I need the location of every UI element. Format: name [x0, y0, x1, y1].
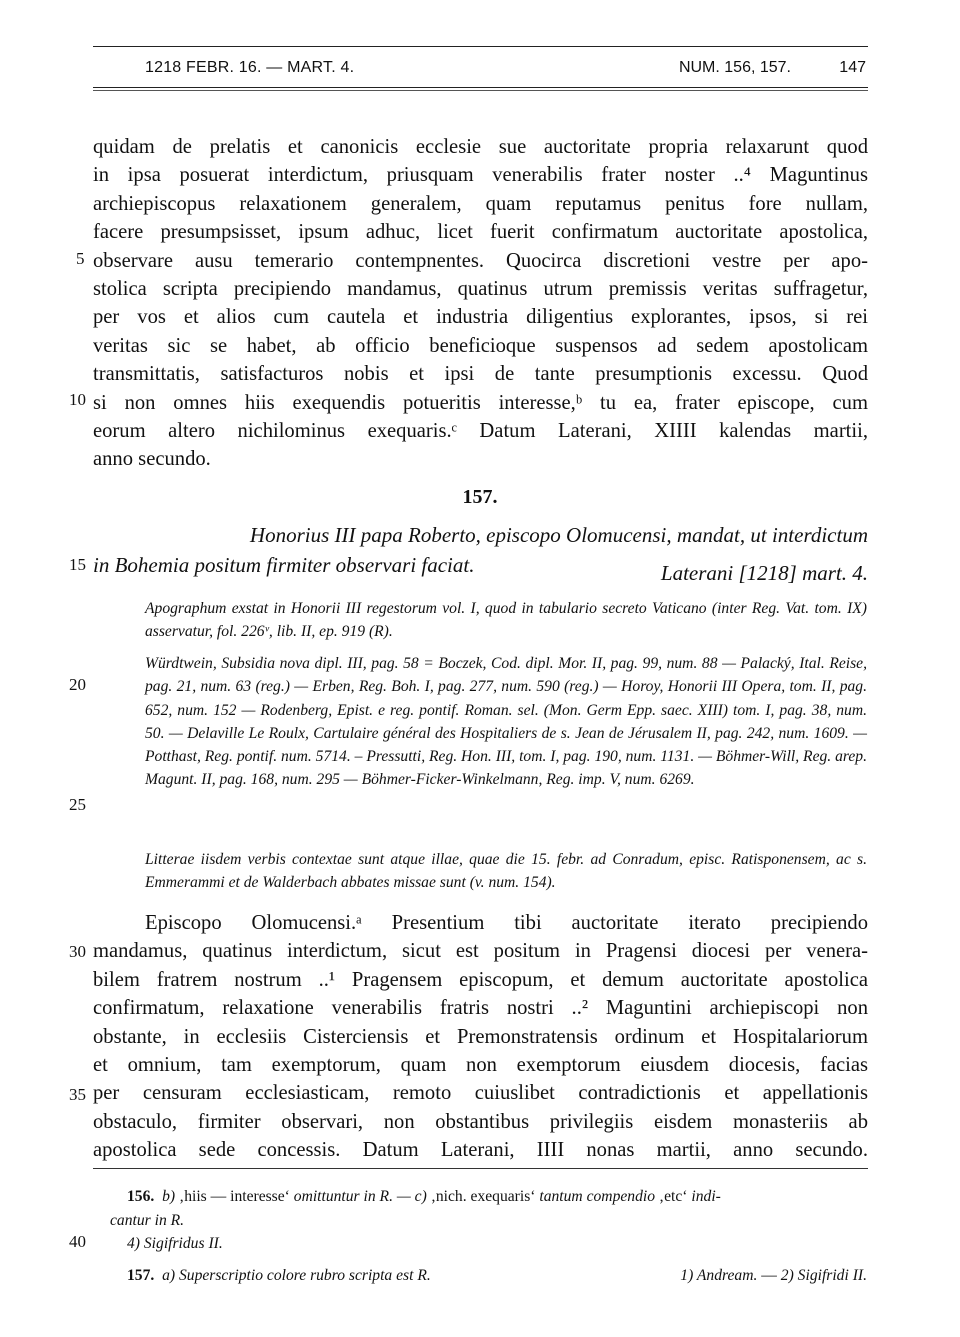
- text-line: transmittatis, satisfacturos nobis et ipsi de tante presumptionis excessu. Quod: [93, 363, 868, 386]
- note-literature: Würdtwein, Subsidia nova dipl. III, pag. 58 = Boczek, Cod. dipl. Mor. II, pag. 99, num. 88 — Palacký, Ital. Reise, pag. 21, num. 63 (reg.) — Erben, Reg. Boh. I, pag. 277, num. 590 (reg.) — Horoy, Honorii III Opera, tom. II, pag. 652, num. 152 — Rodenberg, Epist. e reg. pontif. Roman. sel. (Mon. Germ Epp. saec. XIII) tom. I, pag. 38, num. 50. — Delaville Le Roulx, Cartulaire général des Hospitaliers de s. Jean de Jérusalem II, pag. 242, num. 1609. — Potthast, Reg. pontif. num. 5714. – Pressutti, Reg. Hon. III, tom. I, pag. 190, num. 1131. — Böhmer-Will, Reg. arep. Magunt. II, pag. 168, num. 295 — Böhmer-Ficker-Winkelmann, Reg. imp. V, num. 6269.: [145, 655, 867, 789]
- line-number: 10: [69, 390, 86, 409]
- header-document-numbers: NUM. 156, 157.: [678, 59, 791, 76]
- line-number: 25: [69, 795, 86, 814]
- line-number: 35: [69, 1085, 86, 1104]
- text-line: bilem fratrem nostrum ..¹ Pragensem episcopum, et demum auctoritate apostolica: [93, 968, 868, 991]
- header-rule-bottom-thin: [93, 90, 868, 91]
- footnote-156: 156. b) ‚hiis — interesse‘ omittuntur in R. — c) ‚nich. exequaris‘ tantum compendio ‚etc‘ indi-: [127, 1188, 721, 1205]
- header-date-range: 1218 FEBR. 16. — MART. 4.: [145, 59, 355, 76]
- regest-line: in Bohemia positum firmiter observari faciat.: [93, 553, 475, 577]
- text-line: archiepiscopus relaxationem generalem, quam reputamus penitus fore nullam,: [93, 192, 868, 215]
- regest: [93, 520, 868, 588]
- text-line: veritas sic se habet, ab officio beneficioque suspensos ad sedem apostolicam: [93, 334, 868, 357]
- text-line: obstante, in ecclesiis Cisterciensis et Premonstratensis ordinum et Hospitalariorum: [93, 1025, 868, 1048]
- document-156-text: [93, 133, 868, 474]
- text-line: stolica scripta precipiendo mandamus, quatinus utrum premissis veritas suffragetur,: [93, 278, 868, 301]
- text-line: Episcopo Olomucensi.ᵃ Presentium tibi auctoritate iterato precipiendo: [145, 912, 868, 934]
- page-number: 147: [839, 59, 866, 76]
- footnote-157: 157. a) Superscriptio colore rubro scripta est R. 1) Andream. — 2) Sigifridi II.: [127, 1267, 867, 1284]
- header-rule-top: [93, 46, 868, 47]
- text-line: anno secundo.: [93, 448, 211, 471]
- note-apographum: Apographum exstat in Honorii III regestorum vol. I, quod in tabulario secreto Vaticano (inter Reg. Vat. tom. IX) asservatur, fol. 226ᵛ, lib. II, ep. 919 (R).: [145, 600, 867, 641]
- header-rule-bottom: [93, 87, 868, 88]
- line-number: 20: [69, 675, 86, 694]
- regest-line-with-date: [93, 550, 868, 588]
- line-number: 5: [76, 249, 85, 268]
- text-line: per censuram ecclesiasticam, remoto cuiuslibet contradictionis et appellationis: [93, 1082, 868, 1105]
- text-line: si non omnes hiis exequendis potueritis interesse,ᵇ tu ea, frater episcope, cum: [93, 391, 868, 414]
- footnote-156-continued: cantur in R.: [110, 1212, 185, 1229]
- text-line: et omnium, tam exemptorum, quam non exemptorum eiusdem diocesis, facias: [93, 1054, 868, 1077]
- text-line: per vos et alios cum cautela et industria diligentius explorantes, ipsos, si rei: [93, 306, 868, 329]
- text-line: mandamus, quatinus interdictum, sicut est positum in Pragensi diocesi per venera-: [93, 940, 868, 963]
- text-line: apostolica sede concessis. Datum Laterani, IIII nonas martii, anno secundo.: [93, 1139, 868, 1162]
- document-number: 157.: [462, 486, 498, 508]
- text-line: quidam de prelatis et canonicis ecclesie sue auctoritate propria relaxarunt quod: [93, 136, 868, 158]
- document-157-text: [93, 909, 868, 1165]
- note-litterae: Litterae iisdem verbis contextae sunt atque illae, quae die 15. febr. ad Conradum, episc. Ratisponensem, ac s. Emmerammi et de Walderbach abbates missae sunt (v. num. 154).: [145, 851, 867, 892]
- text-line: obstaculo, firmiter observari, non obstantibus privilegiis eisdem monasteriis ab: [93, 1110, 868, 1133]
- text-line: in ipsa posuerat interdictum, priusquam venerabilis frater noster ..⁴ Maguntinus: [93, 164, 868, 187]
- regest-line: Honorius III papa Roberto, episcopo Olomucensi, mandat, ut interdictum: [249, 523, 868, 547]
- running-header: [93, 46, 868, 94]
- text-line: facere presumpsisset, ipsum adhuc, licet fuerit confirmatum auctoritate apostolica,: [93, 221, 868, 244]
- line-number: 40: [69, 1232, 86, 1251]
- footnote-doc-number: 157.: [127, 1267, 155, 1284]
- text-line: eorum altero nichilominus exequaris.ᶜ Datum Laterani, XIIII kalendas martii,: [93, 420, 868, 443]
- regest-date: Laterani [1218] mart. 4.: [660, 561, 868, 585]
- footnote-separator: [93, 1168, 868, 1169]
- line-number: 30: [69, 942, 86, 961]
- text-line: confirmatum, relaxatione venerabilis fratris nostri ..² Maguntini archiepiscopi non: [93, 997, 868, 1020]
- footnote-156-4: 4) Sigifridus II.: [127, 1235, 223, 1252]
- line-number: 15: [69, 555, 86, 574]
- text-line: observare ausu temerario contempnentes. Quocirca discretioni vestre per apo-: [93, 249, 868, 272]
- footnote-doc-number: 156.: [127, 1188, 155, 1205]
